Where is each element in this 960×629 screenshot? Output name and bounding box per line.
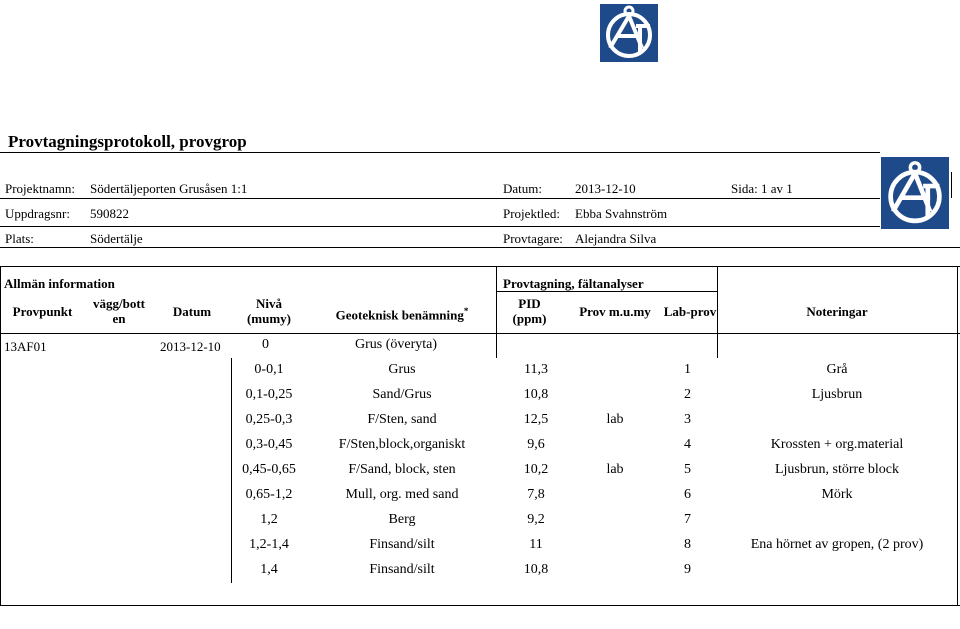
projektnamn-value: Södertäljeporten Grusåsen 1:1 (90, 181, 248, 196)
col-header-vagg (85, 296, 153, 326)
row-4-niva: 0,3-0,45 (245, 437, 293, 452)
plats-label: Plats: (5, 231, 34, 246)
col-header-niva-line2: (mumy) (246, 311, 292, 326)
row-2-lab: 2 (684, 387, 691, 402)
col-header-pid-line1: PID (518, 296, 541, 311)
row-8-niva: 1,2-1,4 (249, 537, 289, 552)
row-8-lab: 8 (684, 537, 691, 552)
projektled-value: Ebba Svahnström (575, 206, 668, 221)
col-header-geoteknisk (307, 304, 497, 322)
row-4-pid: 9,6 (527, 437, 545, 452)
row-4-lab: 4 (684, 437, 691, 452)
point-datum: 2013-12-10 (160, 339, 221, 354)
af-logo-icon (881, 157, 949, 229)
footnote-marker: * (463, 306, 469, 316)
col-header-provpunkt: Provpunkt (12, 304, 73, 319)
row-8-geo: Finsand/silt (369, 537, 435, 552)
col-header-niva-line1: Nivå (256, 296, 282, 311)
row-7-niva: 1,2 (260, 512, 278, 527)
group-header-provtagning: Provtagning, fältanalyser (503, 276, 644, 291)
row-6-niva: 0,65-1,2 (245, 487, 293, 502)
row-9-lab: 9 (684, 562, 691, 577)
row-2-geo: Sand/Grus (372, 387, 432, 402)
uppdragsnr-value: 590822 (90, 206, 129, 221)
col-header-pid (497, 296, 562, 326)
page-number: Sida: 1 av 1 (731, 181, 793, 196)
af-logo-icon (600, 4, 658, 62)
row-5-prov: lab (606, 462, 624, 477)
row-1-niva: 0-0,1 (254, 362, 284, 377)
row-1-lab: 1 (684, 362, 691, 377)
datum-label: Datum: (503, 181, 542, 196)
projektled-label: Projektled: (503, 206, 561, 221)
row-3-niva: 0,25-0,3 (245, 412, 293, 427)
col-header-geoteknisk-text: Geoteknisk benämning (335, 307, 464, 323)
row-3-geo: F/Sten, sand (367, 412, 437, 427)
col-header-pid-line2: (ppm) (512, 311, 547, 326)
row-2-not: Ljusbrun (811, 387, 863, 402)
col-header-datum: Datum (172, 304, 212, 319)
row-3-lab: 3 (684, 412, 691, 427)
row-1-pid: 11,3 (524, 362, 548, 377)
provtagare-label: Provtagare: (503, 231, 563, 246)
col-header-niva (231, 296, 307, 326)
col-header-noteringar: Noteringar (806, 304, 868, 319)
row-2-pid: 10,8 (523, 387, 549, 402)
point-provpunkt: 13AF01 (4, 339, 47, 354)
row-4-geo: F/Sten,block,organiskt (338, 437, 466, 452)
row-1-geo: Grus (388, 362, 416, 377)
point-niva: 0 (262, 337, 269, 352)
col-header-vagg-line2: en (112, 311, 126, 326)
row-3-pid: 12,5 (523, 412, 549, 427)
af-logo-top (600, 4, 658, 62)
row-8-not: Ena hörnet av gropen, (2 prov) (750, 537, 924, 552)
point-geo: Grus (överyta) (355, 337, 438, 352)
row-4-not: Krossten + org.material (770, 437, 904, 452)
row-9-geo: Finsand/silt (369, 562, 435, 577)
af-logo-right (881, 157, 949, 229)
col-header-lab: Lab-prov (663, 304, 717, 319)
group-header-allman: Allmän information (4, 276, 115, 291)
projektnamn-label: Projektnamn: (5, 181, 76, 196)
row-8-pid: 11 (529, 537, 543, 552)
row-7-geo: Berg (388, 512, 416, 527)
row-7-pid: 9,2 (527, 512, 545, 527)
row-9-pid: 10,8 (523, 562, 549, 577)
row-6-geo: Mull, org. med sand (345, 487, 459, 502)
row-6-not: Mörk (821, 487, 853, 502)
row-5-not: Ljusbrun, större block (774, 462, 900, 477)
row-1-not: Grå (826, 362, 848, 377)
row-2-niva: 0,1-0,25 (245, 387, 293, 402)
row-7-lab: 7 (684, 512, 691, 527)
datum-value: 2013-12-10 (575, 181, 636, 196)
row-5-geo: F/Sand, block, sten (348, 462, 456, 477)
provtagare-value: Alejandra Silva (575, 231, 657, 246)
plats-value: Södertälje (90, 231, 143, 246)
row-9-niva: 1,4 (260, 562, 278, 577)
col-header-vagg-line1: vägg/bott (93, 296, 145, 311)
uppdragsnr-label: Uppdragsnr: (5, 206, 70, 221)
row-6-lab: 6 (684, 487, 691, 502)
col-header-prov: Prov m.u.my (579, 304, 651, 319)
row-3-prov: lab (606, 412, 624, 427)
row-5-niva: 0,45-0,65 (242, 462, 296, 477)
row-5-lab: 5 (684, 462, 691, 477)
page-title: Provtagningsprotokoll, provgrop (8, 132, 247, 151)
row-6-pid: 7,8 (527, 487, 545, 502)
row-5-pid: 10,2 (523, 462, 549, 477)
